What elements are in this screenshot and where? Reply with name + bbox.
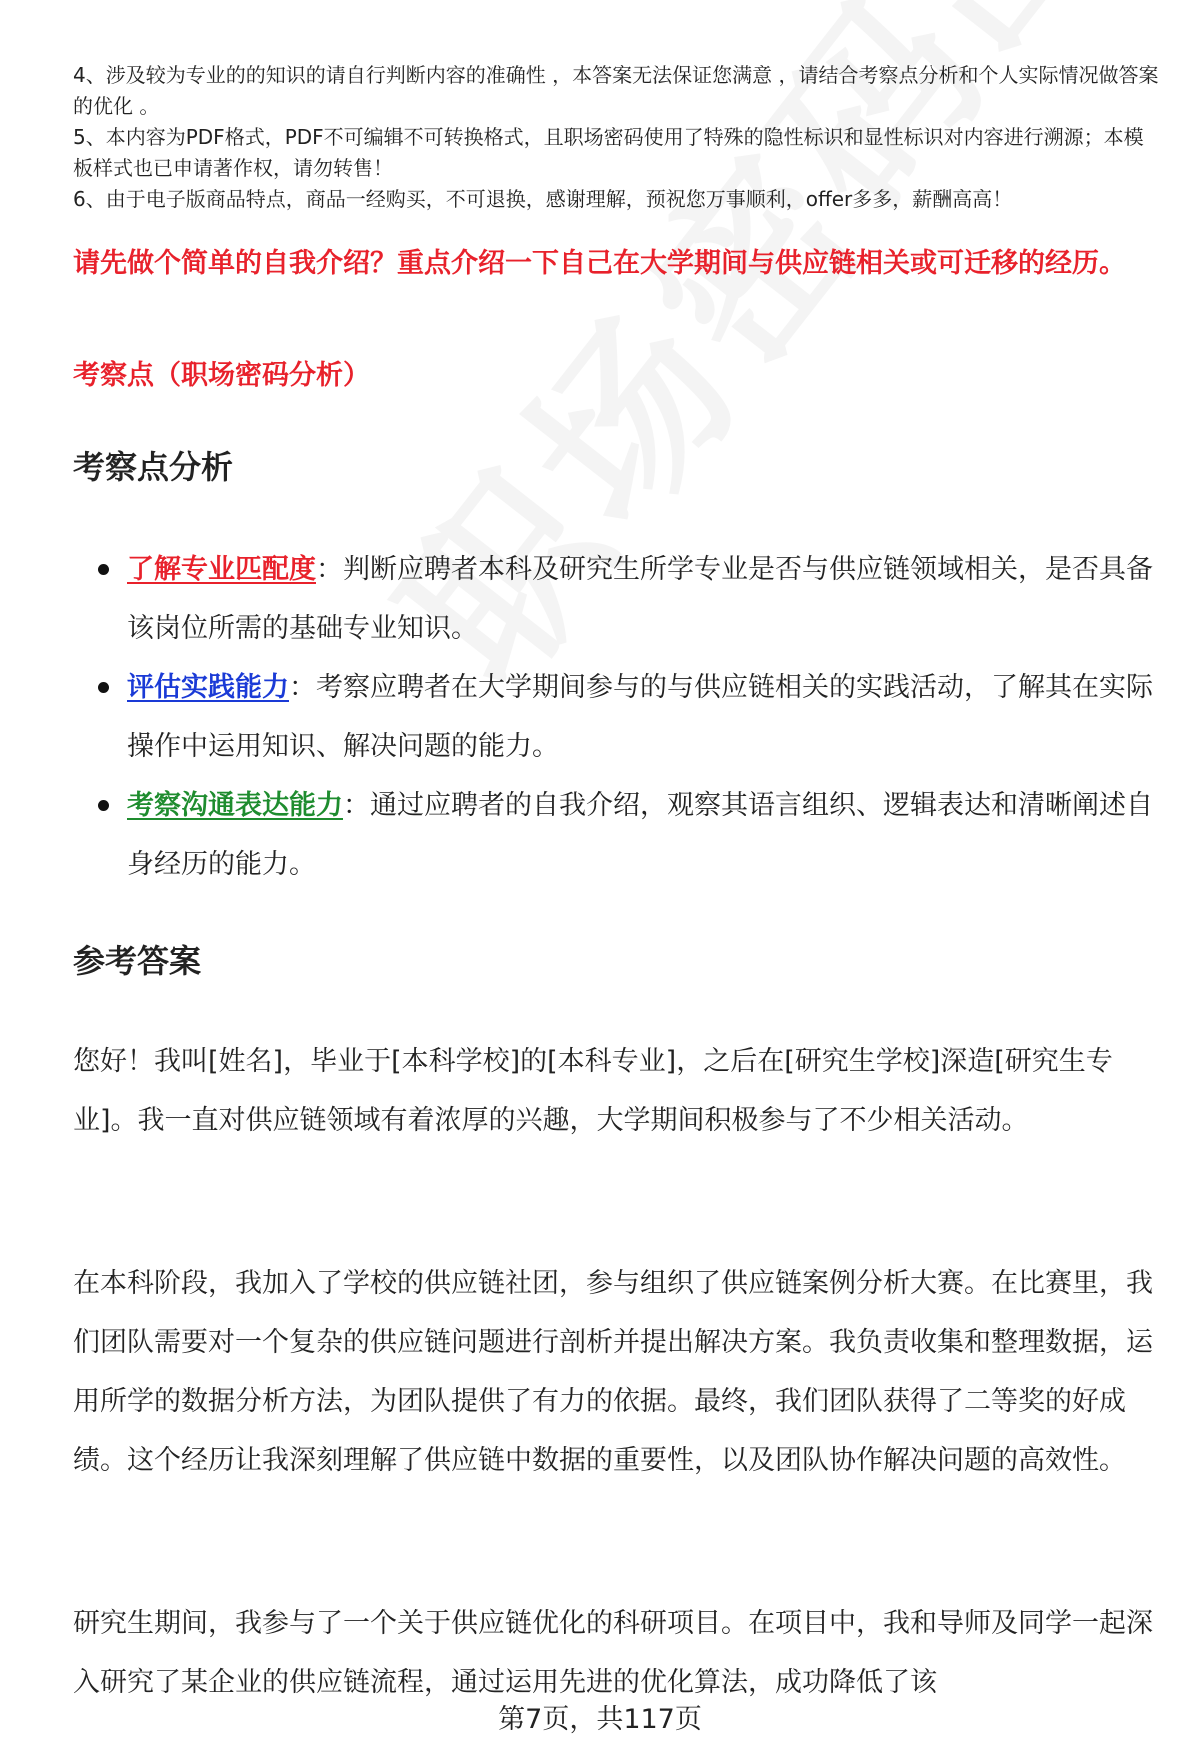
analysis-keyword: 评估实践能力 xyxy=(127,672,289,703)
analysis-item xyxy=(95,658,1165,776)
answer-paragraph: 研究生期间，我参与了一个关于供应链优化的科研项目。在项目中，我和导师及同学一起深入研究了某企业的供应链流程，通过运用先进的优化算法，成功降低了该 xyxy=(73,1608,1153,1698)
notice-item-6: 6、由于电子版商品特点，商品一经购买，不可退换，感谢理解，预祝您万事顺利，offer多多，薪酬高高！ xyxy=(73,187,1013,211)
interview-question: 请先做个简单的自我介绍？重点介绍一下自己在大学期间与供应链相关或可迁移的经历。 xyxy=(73,248,1126,279)
bullet-icon xyxy=(98,682,109,693)
analysis-heading: 考察点分析 xyxy=(73,448,234,486)
bullet-icon xyxy=(98,800,109,811)
bullet-icon xyxy=(98,564,109,575)
analysis-item xyxy=(95,776,1165,894)
notice-item-4: 4、涉及较为专业的的知识的请自行判断内容的准确性 ，本答案无法保证您满意 ，请结合考察点分析和个人实际情况做答案的优化 。 xyxy=(73,63,1159,118)
analysis-keyword: 了解专业匹配度 xyxy=(127,554,316,585)
analysis-item xyxy=(95,540,1165,658)
analysis-text: ：通过应聘者的自我介绍，观察其语言组织、逻辑表达和清晰阐述自身经历的能力。 xyxy=(127,790,1153,880)
answer-paragraph: 在本科阶段，我加入了学校的供应链社团，参与组织了供应链案例分析大赛。在比赛里，我们团队需要对一个复杂的供应链问题进行剖析并提出解决方案。我负责收集和整理数据，运用所学的数据分析方法，为团队提供了有力的依据。最终，我们团队获得了二等奖的好成绩。这个经历让我深刻理解了供应链中数据的重要性，以及团队协作解决问题的高效性。 xyxy=(73,1268,1153,1476)
page-number: 第7页，共117页 xyxy=(0,1700,1200,1740)
analysis-text: ：考察应聘者在大学期间参与的与供应链相关的实践活动，了解其在实际操作中运用知识、解决问题的能力。 xyxy=(127,672,1153,762)
analysis-list xyxy=(95,540,1165,894)
analysis-text: ：判断应聘者本科及研究生所学专业是否与供应链领域相关，是否具备该岗位所需的基础专业知识。 xyxy=(127,554,1153,644)
notice-list xyxy=(73,60,1163,215)
answer-paragraph: 您好！我叫[姓名]，毕业于[本科学校]的[本科专业]，之后在[研究生学校]深造[研究生专业]。我一直对供应链领域有着浓厚的兴趣，大学期间积极参与了不少相关活动。 xyxy=(73,1046,1113,1136)
notice-item-5: 5、本内容为PDF格式，PDF不可编辑不可转换格式，且职场密码使用了特殊的隐性标识和显性标识对内容进行溯源；本模板样式也已申请著作权，请勿转售！ xyxy=(73,125,1144,180)
analysis-keyword: 考察沟通表达能力 xyxy=(127,790,343,821)
answer-heading: 参考答案 xyxy=(73,942,202,980)
assessment-point-label: 考察点（职场密码分析） xyxy=(73,360,370,391)
